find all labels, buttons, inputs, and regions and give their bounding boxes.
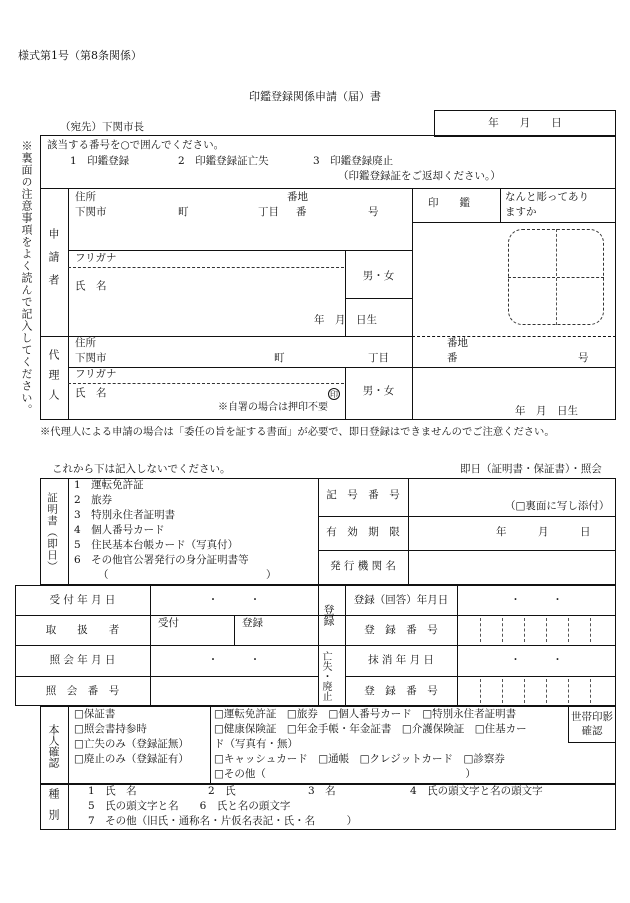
divider bbox=[568, 706, 569, 742]
divider bbox=[15, 615, 616, 616]
proxy-gender[interactable]: 男・女 bbox=[362, 385, 395, 397]
digit-separator bbox=[524, 679, 525, 703]
divider bbox=[318, 550, 616, 551]
digit-separator bbox=[546, 618, 547, 642]
proxy-ban-label: 番 bbox=[447, 352, 458, 364]
id-other-input[interactable]: （ ） bbox=[98, 569, 277, 581]
form-number: 様式第1号（第8条関係） bbox=[18, 49, 142, 62]
divider bbox=[345, 298, 412, 299]
proxy-banchi-label: 番地 bbox=[447, 337, 468, 349]
applicant-section-label: 申請者 bbox=[47, 227, 60, 297]
identity-label: 本人確認 bbox=[47, 724, 60, 768]
kind-options-5-6[interactable]: 5 氏の頭文字と名 6 氏と名の頭文字 bbox=[88, 800, 291, 812]
household-seal-check: 世帯印影確認 bbox=[571, 711, 613, 738]
divider bbox=[210, 706, 211, 784]
proxy-cho-label: 町 bbox=[274, 352, 285, 364]
seal-label: 印 鑑 bbox=[428, 197, 470, 209]
handler-label: 取 扱 者 bbox=[45, 624, 120, 636]
kind-option-givenname[interactable]: 3 名 bbox=[308, 785, 336, 797]
registration-label: 登録 bbox=[322, 604, 335, 626]
divider bbox=[68, 188, 69, 420]
option-seal-registration[interactable]: 1 印鑑登録 bbox=[70, 155, 130, 167]
proxy-notice: ※代理人による申請の場合は「委任の旨を証する書面」が必要で、即日登録はできませんのでご注意ください。 bbox=[40, 426, 555, 438]
option-card-lost[interactable]: 2 印鑑登録証亡失 bbox=[178, 155, 269, 167]
applicant-furigana-label: フリガナ bbox=[75, 252, 117, 264]
divider bbox=[15, 645, 318, 646]
id-option-resident-card[interactable]: 5 住民基本台帳カード（写真付） bbox=[74, 539, 239, 551]
office-use-header: これから下は記入しないでください。 bbox=[52, 463, 231, 475]
divider bbox=[345, 676, 616, 677]
identity-guarantee-checkbox[interactable]: □保証書 bbox=[74, 708, 116, 720]
inquiry-number-label: 照 会 番 号 bbox=[45, 685, 120, 697]
received-date-label: 受 付 年 月 日 bbox=[49, 594, 116, 606]
validity-label: 有 効 期 限 bbox=[326, 526, 400, 538]
self-sign-note: ※自署の場合は押印不要 bbox=[218, 402, 328, 413]
divider bbox=[68, 706, 69, 784]
identity-doc-checkboxes-1[interactable]: □運転免許証 □旅券 □個人番号カード □特別永住者証明書 bbox=[214, 708, 517, 720]
divider bbox=[68, 784, 69, 830]
divider bbox=[68, 383, 344, 384]
registration-number-label-2: 登 録 番 号 bbox=[364, 685, 438, 697]
identity-abolish-only-checkbox[interactable]: □廃止のみ（登録証有） bbox=[74, 753, 189, 765]
identity-other-checkbox[interactable]: □その他（ ） bbox=[214, 768, 476, 780]
received-date-value: ・ ・ bbox=[207, 594, 261, 606]
digit-separator bbox=[568, 618, 569, 642]
digit-separator bbox=[590, 618, 591, 642]
divider bbox=[68, 367, 616, 368]
record-number-label: 記 号 番 号 bbox=[326, 489, 400, 501]
id-option-other[interactable]: 6 その他官公署発行の身分証明書等 bbox=[74, 554, 249, 566]
handler-received: 受付 bbox=[158, 617, 179, 629]
applicant-ban-label: 番 bbox=[296, 206, 307, 218]
id-option-mynumber[interactable]: 4 個人番号カード bbox=[74, 524, 165, 536]
inquiry-date-label: 照 会 年 月 日 bbox=[49, 654, 116, 666]
deletion-date-label: 抹 消 年 月 日 bbox=[368, 654, 434, 666]
loss-abolish-label: 亡失・廃止 bbox=[320, 651, 331, 701]
applicant-gender[interactable]: 男・女 bbox=[362, 270, 395, 282]
digit-separator bbox=[502, 679, 503, 703]
issuer-label: 発 行 機 関 名 bbox=[330, 560, 396, 572]
proxy-go-label: 号 bbox=[578, 352, 589, 364]
identity-doc-checkboxes-3[interactable]: ド（写真有・無） bbox=[214, 738, 298, 750]
return-card-note: （印鑑登録証をご返却ください。） bbox=[338, 170, 501, 182]
digit-separator bbox=[546, 679, 547, 703]
proxy-birthdate: 年 月 日生 bbox=[515, 405, 578, 417]
identity-doc-checkboxes-2[interactable]: □健康保険証 □年金手帳・年金証書 □介護保険証 □住基カー bbox=[214, 723, 527, 735]
inquiry-date-value: ・ ・ bbox=[207, 654, 261, 666]
divider bbox=[412, 222, 616, 223]
divider bbox=[15, 676, 318, 677]
handler-registered: 登録 bbox=[242, 617, 263, 629]
digit-separator bbox=[568, 679, 569, 703]
divider bbox=[408, 478, 409, 585]
id-option-passport[interactable]: 2 旅券 bbox=[74, 494, 113, 506]
copy-attached-checkbox[interactable]: （□裏面に写し添付） bbox=[505, 500, 610, 512]
kind-option-initials[interactable]: 4 氏の頭文字と名の頭文字 bbox=[410, 785, 543, 797]
addressee: （宛先）下関市長 bbox=[60, 121, 144, 133]
applicant-banchi-label: 番地 bbox=[287, 191, 308, 203]
date-field-label: 年 月 日 bbox=[488, 117, 562, 129]
proxy-city: 下関市 bbox=[75, 352, 107, 364]
identity-doc-checkboxes-4[interactable]: □キャッシュカード □通帳 □クレジットカード □診察券 bbox=[214, 753, 505, 765]
kind-option-surname[interactable]: 2 氏 bbox=[208, 785, 236, 797]
divider bbox=[40, 188, 616, 189]
seal-engraving-note-1: なんと彫ってあり bbox=[505, 191, 589, 203]
registration-date-label: 登録（回答）年月日 bbox=[353, 594, 449, 606]
applicant-name-label: 氏 名 bbox=[75, 280, 107, 292]
side-instruction-note: ※裏面の注意事項をよく読んで記入してください。 bbox=[20, 140, 33, 416]
kind-option-fullname[interactable]: 1 氏 名 bbox=[88, 785, 137, 797]
id-option-special-resident[interactable]: 3 特別永住者証明書 bbox=[74, 509, 176, 521]
divider bbox=[234, 615, 235, 645]
applicant-chome-label: 丁目 bbox=[258, 206, 279, 218]
proxy-chome-label: 丁目 bbox=[368, 352, 389, 364]
divider bbox=[318, 645, 616, 646]
divider bbox=[412, 336, 616, 337]
seal-engraving-note-2: ますか bbox=[505, 206, 537, 218]
validity-date: 年 月 日 bbox=[496, 526, 591, 538]
digit-separator bbox=[590, 679, 591, 703]
registration-date-value: ・ ・ bbox=[510, 594, 563, 606]
divider bbox=[318, 516, 616, 517]
proxy-name-label: 氏 名 bbox=[75, 387, 107, 399]
proxy-furigana-label: フリガナ bbox=[75, 368, 117, 380]
kind-option-other[interactable]: 7 その他（旧氏・通称名・片仮名表記・氏・名 ） bbox=[88, 815, 358, 827]
applicant-city: 下関市 bbox=[75, 206, 107, 218]
deletion-date-value: ・ ・ bbox=[510, 654, 563, 666]
digit-separator bbox=[480, 618, 481, 642]
digit-separator bbox=[524, 618, 525, 642]
applicant-address-label: 住所 bbox=[75, 191, 96, 203]
divider bbox=[68, 478, 69, 585]
option-registration-abolish[interactable]: 3 印鑑登録廃止 bbox=[313, 155, 394, 167]
divider bbox=[500, 188, 501, 222]
digit-separator bbox=[502, 618, 503, 642]
digit-separator bbox=[480, 679, 481, 703]
divider bbox=[68, 250, 412, 251]
registration-number-label: 登 録 番 号 bbox=[364, 624, 438, 636]
id-option-license[interactable]: 1 運転免許証 bbox=[74, 479, 144, 491]
divider bbox=[68, 267, 344, 268]
applicant-birthdate: 年 月 日生 bbox=[314, 314, 377, 326]
proxy-section-label: 代理人 bbox=[47, 349, 60, 409]
selection-instruction: 該当する番号を○で囲んでください。 bbox=[47, 139, 225, 151]
proxy-address-label: 住所 bbox=[75, 337, 96, 349]
applicant-go-label: 号 bbox=[368, 206, 379, 218]
page-title: 印鑑登録関係申請（届）書 bbox=[249, 90, 381, 103]
id-document-label: 証明書（即日） bbox=[46, 492, 58, 573]
divider bbox=[568, 742, 616, 743]
kind-label: 種別 bbox=[47, 788, 60, 830]
proxy-seal-mark: 印 bbox=[330, 390, 338, 399]
same-day-label: 即日（証明書・保証書）・照会 bbox=[460, 463, 602, 475]
divider bbox=[508, 277, 604, 278]
identity-inquiry-checkbox[interactable]: □照会書持参時 bbox=[74, 723, 147, 735]
identity-lost-only-checkbox[interactable]: □亡失のみ（登録証無） bbox=[74, 738, 189, 750]
applicant-cho-label: 町 bbox=[178, 206, 189, 218]
